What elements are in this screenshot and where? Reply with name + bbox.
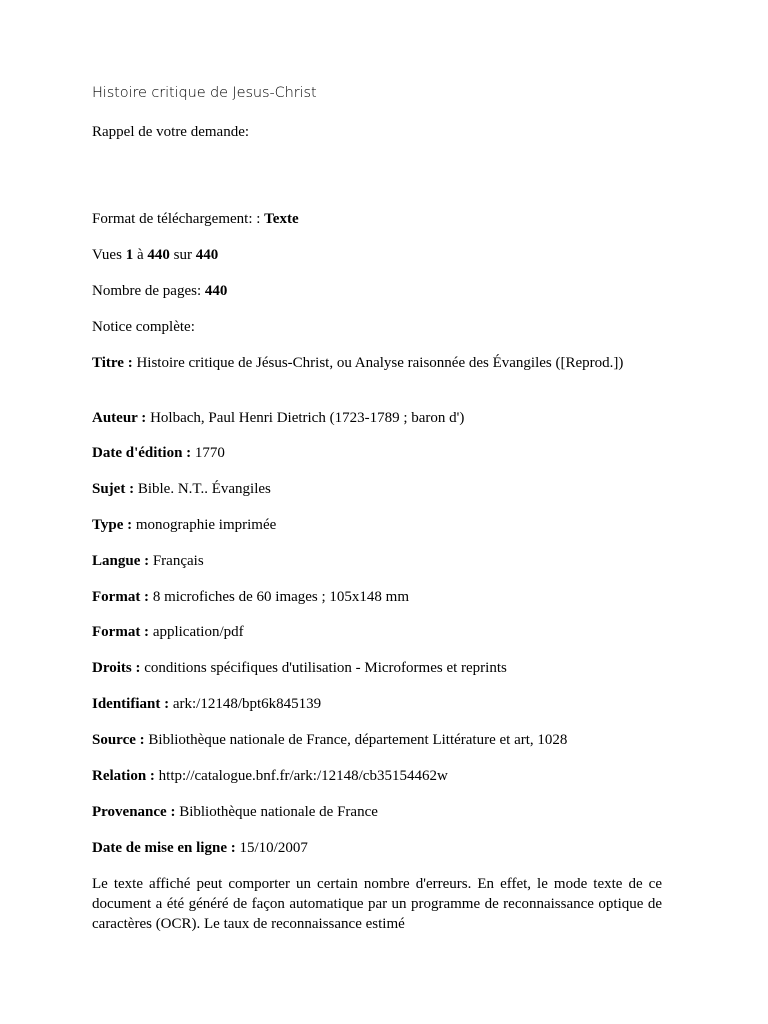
field-label: Type : — [92, 517, 133, 533]
field-label: Identifiant : — [92, 696, 170, 712]
field-label: Source : — [92, 732, 145, 748]
field-format-physical — [92, 587, 409, 607]
full-notice-heading: Notice complète: — [92, 319, 195, 335]
field-value: conditions spécifiques d'utilisation - Microformes et reprints — [144, 660, 507, 676]
field-language — [92, 551, 204, 571]
views-line — [92, 245, 218, 265]
field-author — [92, 408, 464, 428]
field-identifier — [92, 694, 321, 714]
field-title — [92, 353, 652, 373]
field-label: Auteur : — [92, 410, 147, 426]
page-count-line — [92, 281, 227, 301]
field-value: Bibliothèque nationale de France — [179, 804, 378, 820]
field-value: monographie imprimée — [135, 517, 277, 533]
field-value: Holbach, Paul Henri Dietrich (1723-1789 ; baron d') — [150, 410, 465, 426]
field-label: Sujet : — [92, 481, 135, 497]
field-source — [92, 730, 567, 750]
views-to-word: à — [136, 247, 144, 263]
ocr-note: Le texte affiché peut comporter un certain nombre d'erreurs. En effet, le mode texte de ce document a été généré de façon automatique par un programme de reconnaissance optique de caractères (OCR). Le taux de reconnaissance estimé — [92, 876, 662, 932]
field-value: application/pdf — [152, 624, 244, 640]
field-label: Relation : — [92, 768, 155, 784]
field-value: Bibliothèque nationale de France, département Littérature et art, 1028 — [148, 732, 568, 748]
field-value: Français — [152, 553, 204, 569]
field-online-date — [92, 838, 308, 858]
field-value: Histoire critique de Jésus-Christ, ou Analyse raisonnée des Évangiles ([Reprod.]) — [136, 355, 624, 371]
field-edition-date — [92, 443, 225, 463]
field-provenance — [92, 802, 378, 822]
views-total: 440 — [195, 247, 219, 263]
download-format-label: Format de téléchargement: : — [92, 211, 261, 227]
field-value: 8 microfiches de 60 images ; 105x148 mm — [152, 589, 410, 605]
field-rights — [92, 658, 507, 678]
field-label: Langue : — [92, 553, 150, 569]
views-from: 1 — [125, 247, 134, 263]
views-prefix: Vues — [92, 247, 122, 263]
download-format-line — [92, 209, 299, 229]
field-value: ark:/12148/bpt6k845139 — [172, 696, 322, 712]
field-label: Provenance : — [92, 804, 176, 820]
download-format-value: Texte — [264, 211, 299, 227]
field-format-digital — [92, 622, 244, 642]
field-relation — [92, 766, 448, 786]
field-type — [92, 515, 276, 535]
field-value: 15/10/2007 — [239, 840, 308, 856]
page-count-label: Nombre de pages: — [92, 283, 202, 299]
field-subject — [92, 479, 271, 499]
views-to: 440 — [147, 247, 170, 263]
field-label: Format : — [92, 589, 150, 605]
page-count-value: 440 — [204, 283, 228, 299]
field-value: Bible. N.T.. Évangiles — [137, 481, 271, 497]
field-label: Titre : — [92, 355, 133, 371]
field-value: http://catalogue.bnf.fr/ark:/12148/cb35154462w — [158, 768, 448, 784]
views-of-word: sur — [173, 247, 192, 263]
field-value: 1770 — [194, 445, 225, 461]
field-label: Date d'édition : — [92, 445, 192, 461]
field-label: Date de mise en ligne : — [92, 840, 236, 856]
field-label: Format : — [92, 624, 150, 640]
document-title: Histoire critique de Jesus-Christ — [92, 85, 317, 101]
field-label: Droits : — [92, 660, 141, 676]
request-reminder: Rappel de votre demande: — [92, 124, 250, 140]
